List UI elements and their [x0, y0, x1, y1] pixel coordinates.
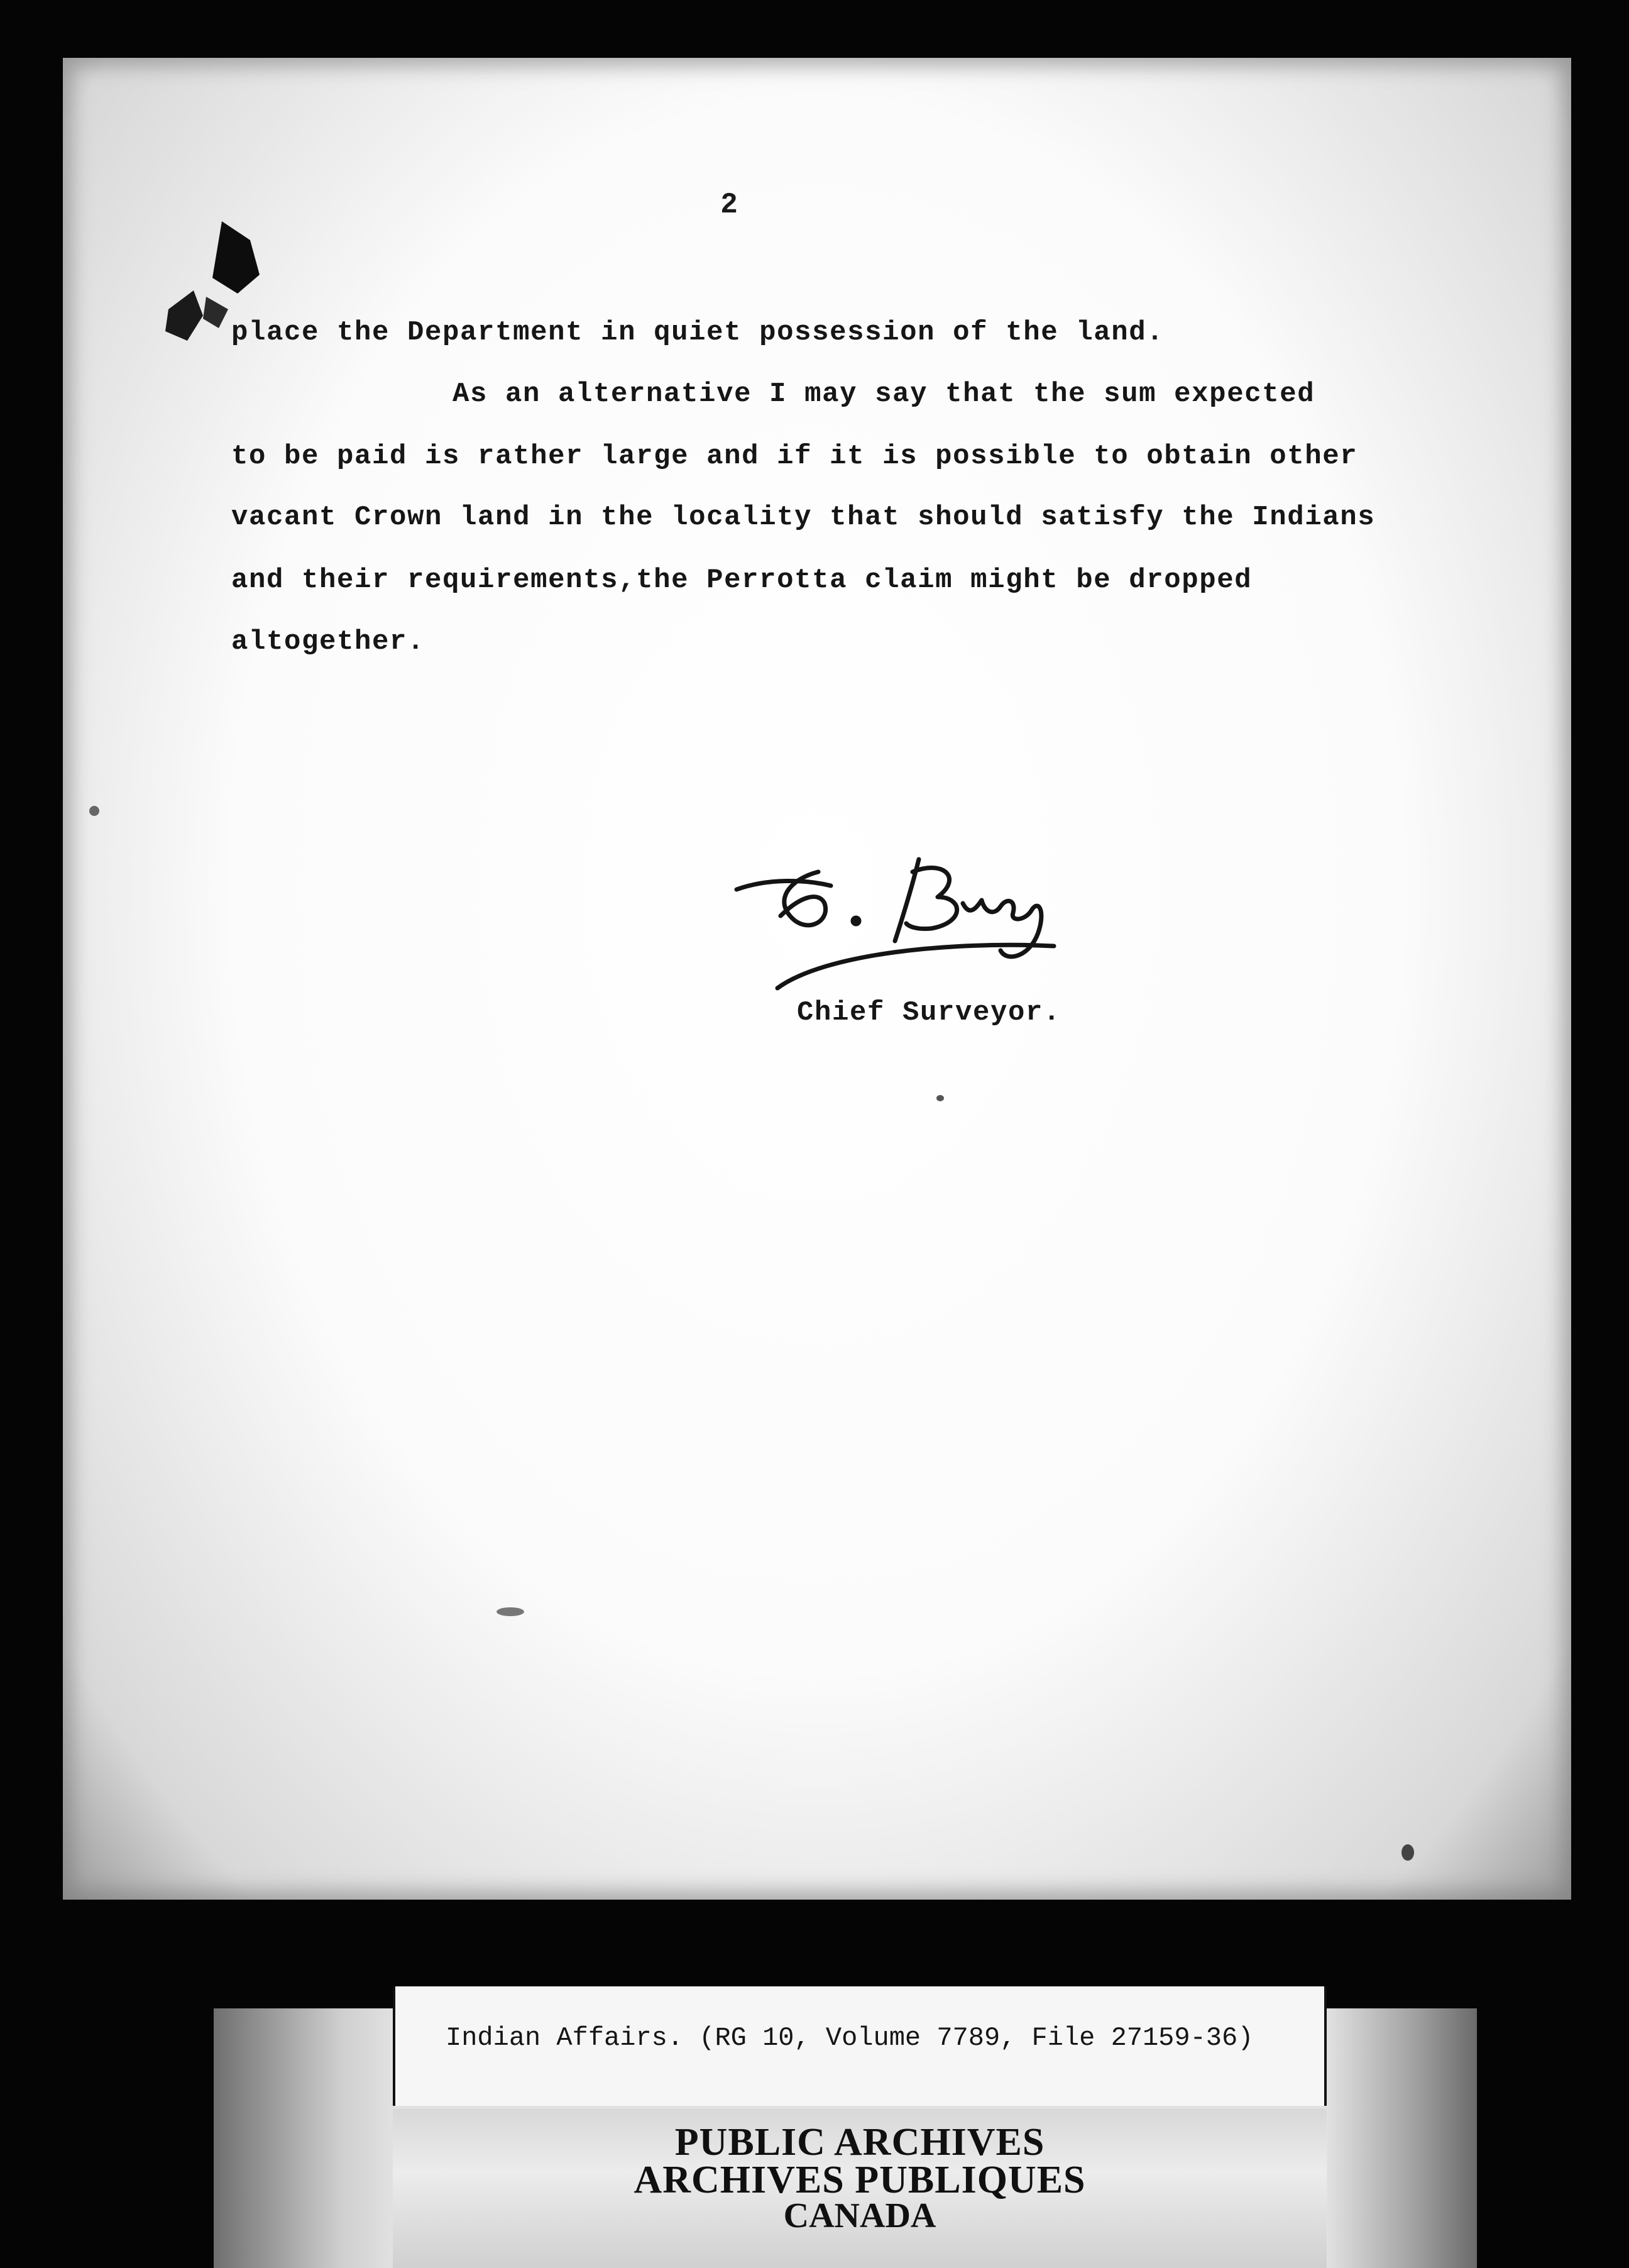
archive-strip-shadow-left	[214, 2008, 396, 2268]
page-number: 2	[720, 189, 738, 221]
body-line-1: place the Department in quiet possession of the land.	[231, 317, 1165, 348]
scan-speck	[496, 1607, 524, 1616]
stamp-line-1: PUBLIC ARCHIVES	[674, 2121, 1045, 2164]
signer-title: Chief Surveyor.	[797, 997, 1061, 1028]
stamp-line-3: CANADA	[783, 2196, 936, 2235]
body-line-6: altogether.	[231, 626, 425, 658]
body-line-2: As an alternative I may say that the sum expected	[452, 378, 1315, 410]
scan-speck	[1401, 1844, 1414, 1861]
signature	[730, 847, 1120, 1060]
scan-speck	[936, 1095, 944, 1101]
stamp-line-2: ARCHIVES PUBLIQUES	[634, 2159, 1086, 2201]
document-page	[63, 58, 1571, 1900]
archive-strip-shadow-right	[1326, 2008, 1477, 2268]
archive-stamp	[393, 2109, 1327, 2268]
archive-file-label	[393, 1986, 1327, 2106]
body-line-3: to be paid is rather large and if it is possible to obtain other	[231, 441, 1358, 472]
body-line-4: vacant Crown land in the locality that should satisfy the Indians	[231, 502, 1376, 533]
scan-speck	[89, 806, 99, 816]
body-line-5: and their requirements,the Perrotta claim might be dropped	[231, 564, 1253, 596]
file-reference: Indian Affairs. (RG 10, Volume 7789, File 27159-36)	[446, 2023, 1254, 2053]
